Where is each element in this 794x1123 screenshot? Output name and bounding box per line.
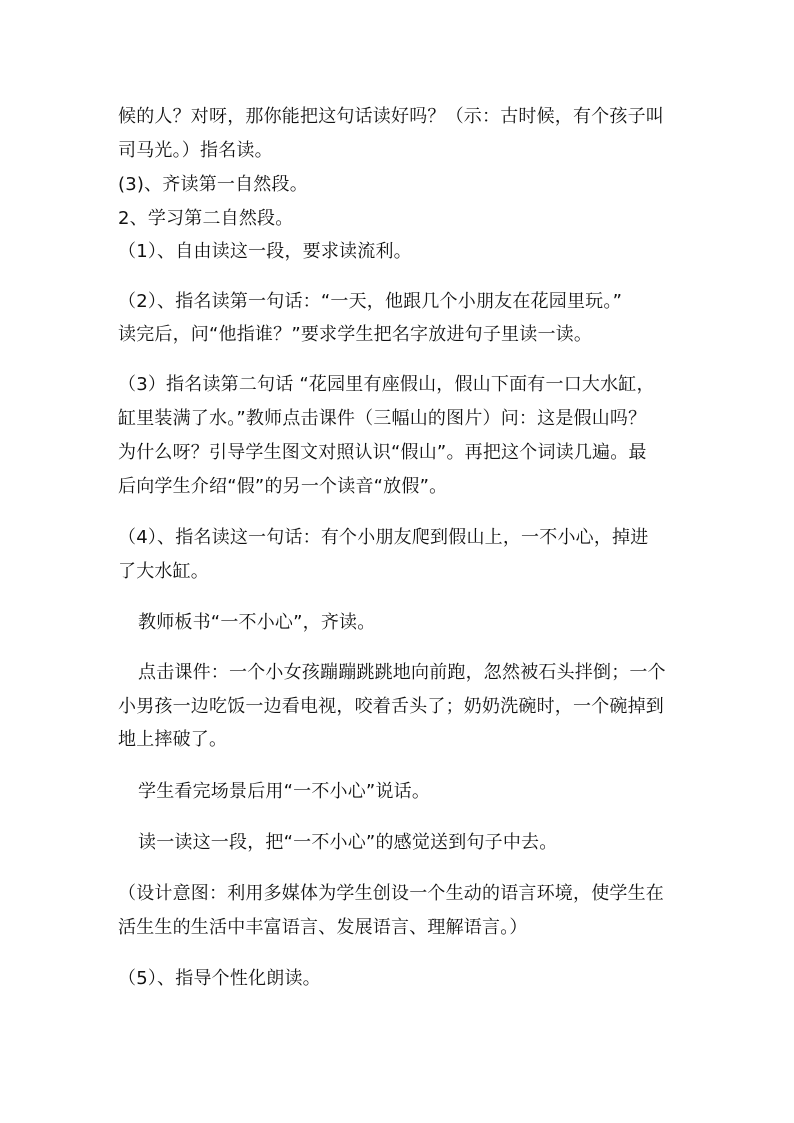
text-line-20: （设计意图：利用多媒体为学生创设一个生动的语言环境，使学生在	[118, 883, 664, 904]
text-line-18: 学生看完场景后用“一不小心”说话。	[138, 781, 431, 802]
text-line-5: （1）、自由读这一段，要求读流利。	[118, 241, 412, 262]
text-line-6: （2）、指名读第一句话：“一天，他跟几个小朋友在花园里玩。”	[118, 291, 623, 312]
text-line-7: 读完后，问“他指谁？”要求学生把名字放进句子里读一读。	[118, 324, 593, 345]
text-line-8: （3）指名读第二句话 “花园里有座假山，假山下面有一口大水缸，	[118, 374, 655, 395]
text-line-2: 司马光。）指名读。	[118, 140, 273, 161]
text-line-3: (3)、齐读第一自然段。	[118, 174, 308, 195]
text-line-12: （4）、指名读这一句话：有个小朋友爬到假山上，一不小心，掉进	[118, 527, 649, 548]
text-line-21: 活生生的生活中丰富语言、发展语言、理解语言。）	[118, 917, 528, 938]
text-line-19: 读一读这一段，把“一不小心”的感觉送到句子中去。	[138, 832, 558, 853]
text-line-17: 地上摔破了。	[118, 729, 228, 750]
text-line-1: 候的人？对呀，那你能把这句话读好吗？（示：古时候，有个孩子叫	[118, 106, 664, 127]
text-line-10: 为什么呀？引导学生图文对照认识“假山”。再把这个词读几遍。最	[118, 442, 647, 463]
text-line-11: 后向学生介绍“假”的另一个读音“放假”。	[118, 476, 448, 497]
text-line-13: 了大水缸。	[118, 561, 209, 582]
text-line-14: 教师板书“一不小心”，齐读。	[138, 612, 376, 633]
text-line-9: 缸里装满了水。”教师点击课件（三幅山的图片）问：这是假山吗？	[118, 408, 647, 429]
text-line-22: （5）、指导个性化朗读。	[118, 968, 321, 989]
text-line-16: 小男孩一边吃饭一边看电视，咬着舌头了；奶奶洗碗时，一个碗掉到	[118, 696, 664, 717]
text-line-15: 点击课件：一个小女孩蹦蹦跳跳地向前跑，忽然被石头拌倒；一个	[138, 662, 666, 683]
text-line-4: 2、学习第二自然段。	[118, 208, 294, 229]
